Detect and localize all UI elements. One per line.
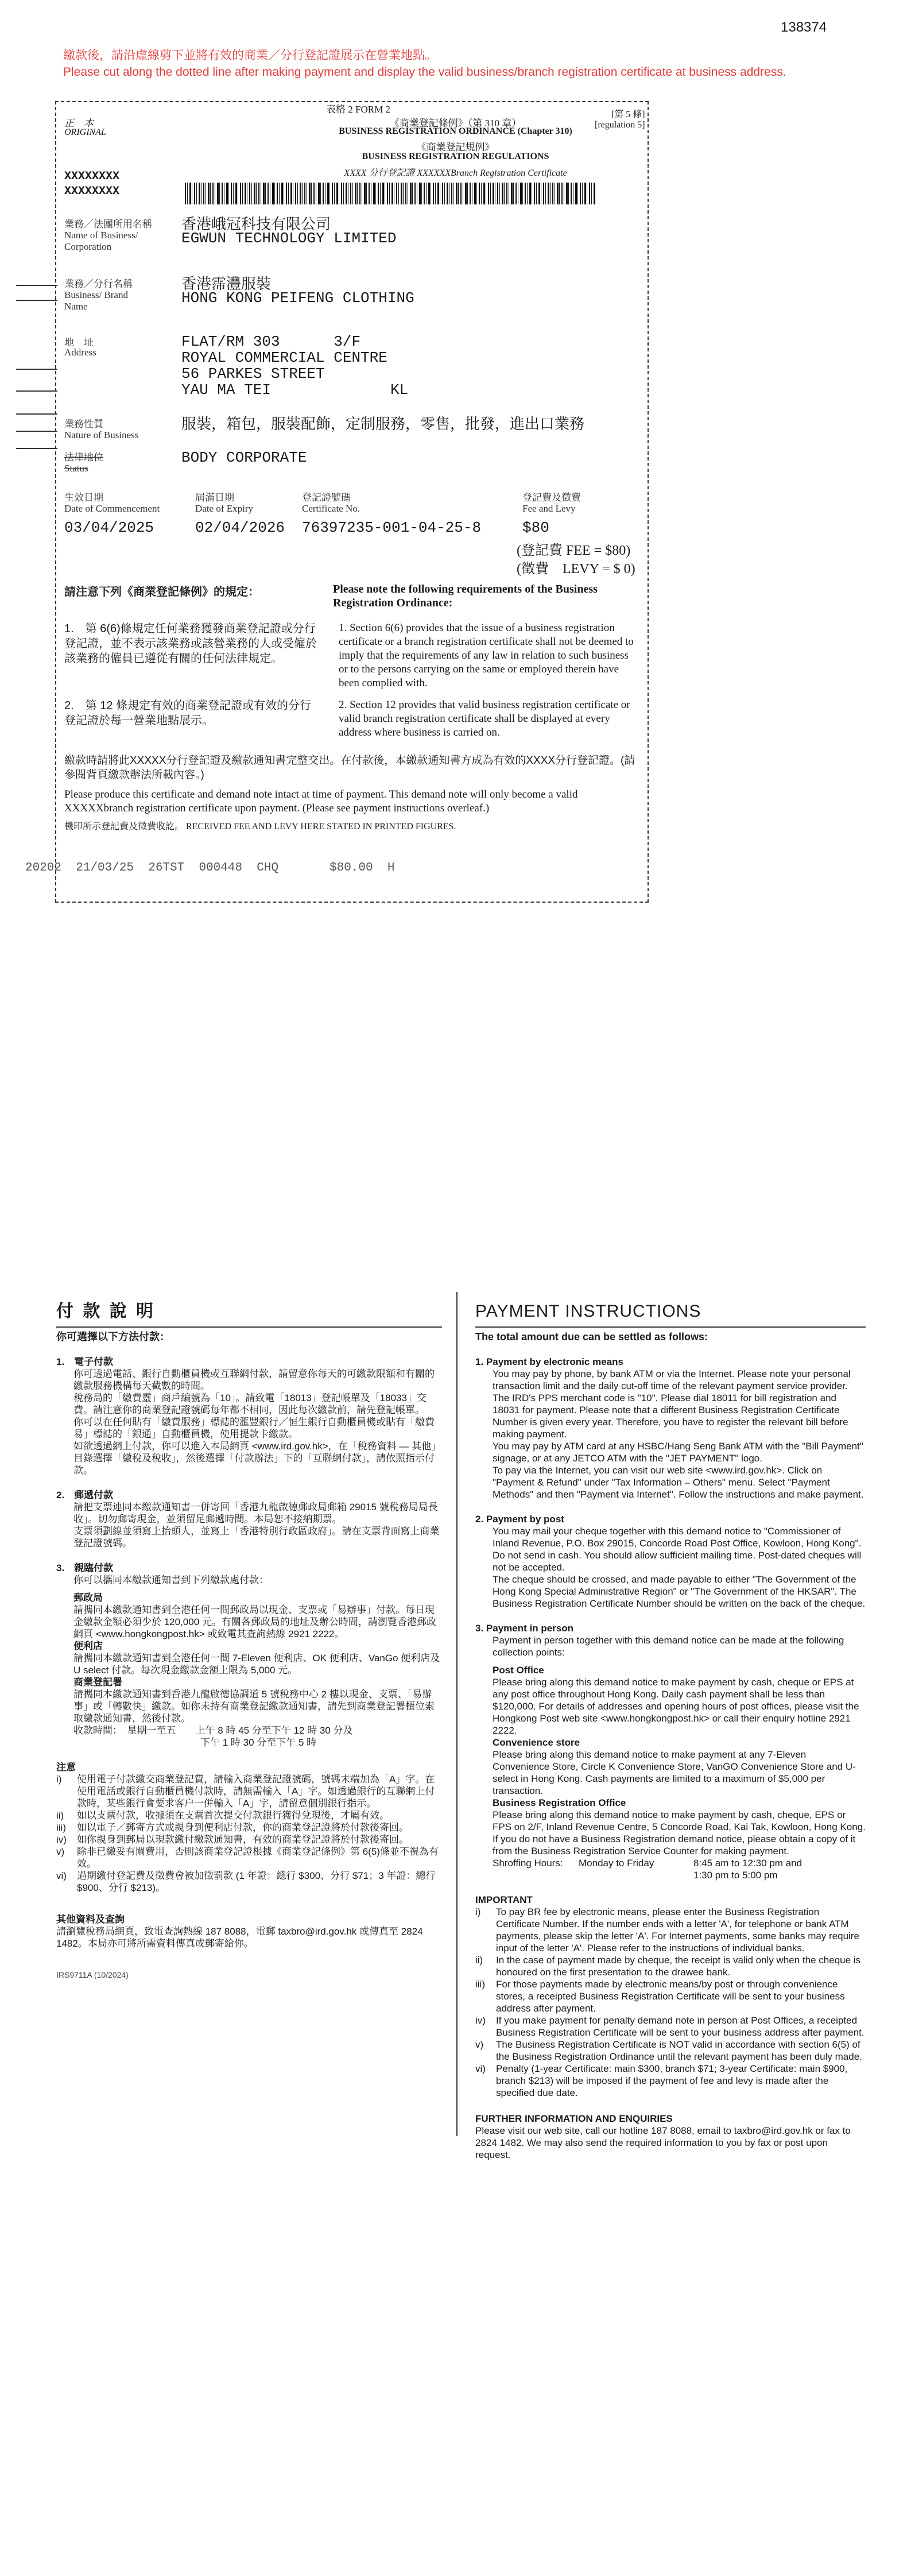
- margin-mark: [16, 413, 57, 415]
- note-5-zh: 除非已繳妥有關費用，否則該商業登記證根據《商業登記條例》第 6(5)條並不視為有效。: [77, 1846, 439, 1869]
- convenience-store-text-en: Please bring along this demand notice to make payment at any 7-Eleven Convenience Store, Circle K Convenience Store, VanGO Convenience Store and U-select in Hong Kong. Cash payments are limited to a maximum of $5,000 per transaction.: [493, 1749, 856, 1796]
- cut-notice-zh: 繳款後，請沿虛線剪下並將有效的商業／分行登記證展示在營業地點。: [63, 49, 437, 62]
- business-name-en: EGWUN TECHNOLOGY LIMITED: [181, 230, 397, 247]
- column-divider: [456, 1292, 458, 2136]
- section-1-para-b-zh: 稅務局的「繳費靈」商戶編號為「10」。請致電「18013」登記帳單及「18033」交費。請注意你的商業登記證號碼每年都不相同，因此每次繳款前，請先登記帳單。: [73, 1393, 427, 1415]
- branch-name-zh: 香港霈灃服裝: [181, 276, 272, 292]
- bro-text-zh: 請攜同本繳款通知書到香港九龍啟德協調道 5 號稅務中心 2 樓以現金、支票、「易辦事」或「轉數快」繳款。如你未持有商業登記繳款通知書，請先到商業登記署櫃位索取繳款通知書，然後付款。: [73, 1689, 435, 1724]
- payment-instructions-en: PAYMENT INSTRUCTIONS The total amount due can be settled as follows: 1. Payment by electronic means You may pay by phone, by bank ATM or via the Internet. Please note your personal transaction limit and the daily cut-off time of the relevant payment service provider. The IRD's PPS merchant code is "10". Please dial 18011 for bill registration and 18031 for payment. Please note that a different Business Registration Certificate Number is given every year. Therefore, you have to register the relevant bill before making payment. You may pay by ATM card at any HSBC/Hang Seng Bank ATM with the "Bill Payment" signage, or at any JETCO ATM with the "JET PAYMENT" logo. To pay via the Internet, you can visit our web site <www.ird.gov.hk>. Click on "Payment & Refund" under "Tax Information – Others" menu. Select "Payment Methods" and then "Payment via Internet". Follow the instructions and make payment. 2. Payment by post You may mail your cheque together with this demand notice to "Commissioner of Inland Revenue, P.O. Box 29015, Concorde Road Post Office, Kowloon, Hong Kong". Do not send in cash. You should allow sufficient mailing time. Post-dated cheques will not be accepted. The cheque should be crossed, and made payable to either "The Government of the Hong Kong Special Administrative Region" or "The Government of the HKSAR". The Business Registration Certificate Number should be written on the back of the cheque. 3. Payment in person Payment in person together with this demand notice can be made at the following collection points: Post Office Please bring along this demand notice to make payment by cash, cheque or EPS at any post office throughout Hong Kong. Daily cash payment shall be less than $120,000. For details of addresses and opening hours of post offices, please visit the Hongkong Post web site <www.hongkongpost.hk> or call their enquiry hotline 2921 2222. Convenience store Please bring along this demand notice to make payment at any 7-Eleven Convenience Store, Circle K Convenience Store, VanGO Convenience Store and U-select in Hong Kong. Cash payments are limited to a maximum of $5,000 per transaction. Business Registration Office Please bring along this demand notice to make payment by cash, cheque, EPS or FPS on 2/F, Inland Revenue Centre, 5 Concorde Road, Kai Tak, Kowloon, Hong Kong. If you do not have a Business Registration demand notice, please obtain a copy of it from the Business Registration Service Counter for making payment. Shroffing Hours: Monday to Friday 8:45 am to 12:30 pm and 1:30 pm to 5:00 pm IMPORTANT i) To pay BR fee by electronic means, please enter the Business Registration Certificate Number. If the number ends with a letter 'A', for telephone or bank ATM payments, please skip the letter 'A'. For Internet payments, some banks may require input of the letter 'A'. Please refer to the instructions of individual banks. ii) In the case of payment made by cheque, the receipt is valid only when the cheque is honoured on the first presentation to the drawee bank. iii) For those payments made by electronic means/by post or through convenience stores, a receipted Business Registration Certificate will be sent to your business address after payment. iv) If you make payment for penalty demand note in person at Post Offices, a receipted Business Registration Certificate will be sent to your business address after payment. v) The Business Registration Certificate is NOT valid in accordance with section 6(5) of the Business Registration Ordinance until the relevant payment has been duly made. vi) Penalty (1-year Certificate: main $300, branch $71; 3-year Certificate: main $900, branch $213) will be imposed if the payment of fee and levy is made after the specified due date. FURTHER INFORMATION AND ENQUIRIES Please visit our web site, call our hotline 187 8088, email to taxbro@ird.gov.hk or fax to 2824 1482. We may also send the required information to you by fax or post upon request.: [475, 1300, 866, 2161]
- important-3-en: For those payments made by electronic means/by post or through convenience stores, a receipted Business Registration Certificate will be sent to your business address after payment.: [496, 1979, 845, 2014]
- expiry-label-zh: 屆滿日期: [195, 492, 234, 503]
- ordinance-en: BUSINESS REGISTRATION ORDINANCE (Chapter 310): [339, 126, 572, 136]
- reference-code-1: XXXXXXXX: [64, 170, 120, 183]
- fee-total: $80: [522, 519, 549, 536]
- address-district: KL: [390, 381, 409, 399]
- certificate-no-label-en: Certificate No.: [302, 503, 360, 514]
- requirements-heading-zh: 請注意下列《商業登記條例》的規定：: [64, 586, 259, 598]
- section-3-title-zh: 3. 親臨付款: [56, 1562, 114, 1573]
- branch-label-en: Business/ Brand Name: [64, 289, 128, 312]
- post-office-text-en: Please bring along this demand notice to make payment by cash, cheque or EPS at any post office throughout Hong Kong. Daily cash payment shall be less than $120,000. For details of addresses and opening hours of post offices, please visit the Hongkong Post web site <www.hongkongpost.hk> or call their enquiry hotline 2921 2222.: [493, 1677, 859, 1736]
- section-2-para-b-zh: 支票須劃線並須寫上抬頭人，並寫上「香港特別行政區政府」。請在支票背面寫上商業登記證號碼。: [73, 1526, 440, 1549]
- ordinance-zh: 《商業登記條例》（第 310 章）: [389, 118, 522, 129]
- regulations-en: BUSINESS REGISTRATION REGULATIONS: [362, 152, 549, 161]
- important-2-en: In the case of payment made by cheque, the receipt is valid only when the cheque is honoured on the first presentation to the drawee bank.: [496, 1955, 861, 1978]
- notes-title-zh: 注意: [56, 1762, 76, 1773]
- bro-title-en: Business Registration Office: [493, 1797, 626, 1808]
- margin-mark: [16, 300, 57, 301]
- levy-line: (徵費 LEVY = $ 0): [517, 562, 635, 577]
- regulation-ref: [第 5 條] [regulation 5]: [595, 110, 645, 130]
- machine-print-notice: 機印所示登記費及徵費收訖。 RECEIVED FEE AND LEVY HERE STATED IN PRINTED FIGURES.: [64, 822, 456, 831]
- important-4-en: If you make payment for penalty demand note in person at Post Offices, a receipted Business Registration Certificate will be sent to your business address after payment.: [496, 2015, 865, 2038]
- payment-instructions-zh: 付 款 說 明 你可選擇以下方法付款： 1. 電子付款 你可透過電話、銀行自動櫃員機或互聯網付款，請留意你每天的可繳款限額和有關的繳款服務機構每天截數的時間。 稅務局的「繳費靈」商戶編號為「10」。請致電「18013」登記帳單及「18033」交費。請注意你的商業登記證號碼每年都不相同，因此每次繳款前，請先登記帳單。 你可以在任何貼有「繳費服務」標誌的滙豐銀行／恒生銀行自動櫃員機或貼有「繳費易」標誌的「銀通」自動櫃員機，使用提款卡繳款。 如欲透過網上付款，你可以進入本局網頁 <www.ird.gov.hk>，在「稅務資料 — 其他」目錄選擇「繳稅及稅收」，然後選擇「付款辦法」下的「互聯網付款」，請依照指示付款。 2. 郵遞付款 請把支票連同本繳款通知書一併寄回「香港九龍啟德郵政局郵箱 29015 號稅務局局長收」。切勿郵寄現金，並須留足郵遞時間。本局恕不接納期票。 支票須劃線並須寫上抬頭人，並寫上「香港特別行政區政府」。請在支票背面寫上商業登記證號碼。 3. 親臨付款 你可以攜同本繳款通知書到下列繳款處付款： 郵政局 請攜同本繳款通知書到全港任何一間郵政局以現金、支票或「易辦事」付款。每日現金繳款金額必須少於 120,000 元。有關各郵政局的地址及辦公時間，請瀏覽香港郵政網頁 <www.hongkongpost.hk> 或致電其查詢熱線 2921 2222。 便利店 請攜同本繳款通知書到全港任何一間 7-Eleven 便利店、OK 便利店、VanGo 便利店及 U select 付款。每次現金繳款金額上限為 5,000 元。 商業登記署 請攜同本繳款通知書到香港九龍啟德協調道 5 號稅務中心 2 樓以現金、支票、「易辦事」或「轉數快」繳款。如你未持有商業登記繳款通知書，請先到商業登記署櫃位索取繳款通知書，然後付款。 收款時間： 星期一至五 上午 8 時 45 分至下午 12 時 30 分及 下午 1 時 30 分至下午 5 時 注意 i) 使用電子付款繳交商業登記費，請輸入商業登記證號碼，號碼末端加為「A」字。在使用電話或銀行自動櫃員機付款時，請無需輸入「A」字。如透過銀行的互聯網上付款時，某些銀行會要求客户一併輸入「A」字，請留意個別銀行指示。 ii) 如以支票付款，收據須在支票首次提交付款銀行獲得兌現後，才屬有效。 iii) 如以電子／郵寄方式或親身到便利店付款，你的商業登記證將於付款後寄回。 iv) 如你親身到郵局以現款繳付繳款通知書，有效的商業登記證將於付款後寄回。 v) 除非已繳妥有關費用，否則該商業登記證根據《商業登記條例》第 6(5)條並不視為有效。 vi) 過期繳付登記費及徵費會被加徵罰款 (1 年證：總行 $300、分行 $71；3 年證：總行 $900、分行 $213)。 其他資料及查詢 請瀏覽稅務局網頁，致電查詢熱線 187 8088，電郵 taxbro@ird.gov.hk 或傳真至 2824 1482。本局亦可將所需資料傳真或郵寄給你。 IRS9711A (10/2024): [56, 1300, 442, 1981]
- shroffing-hours-1: 8:45 am to 12:30 pm and: [693, 1858, 803, 1869]
- produce-notice-zh: 繳款時請將此XXXXX分行登記證及繳款通知書完整交出。在付款後，本繳款通知書方成為有效的XXXX分行登記證。(請參閱背頁繳款辦法所載內容。): [64, 755, 635, 781]
- payment-stamp-amount: $80.00 H: [329, 861, 395, 875]
- further-text-en: Please visit our web site, call our hotline 187 8088, email to taxbro@ird.gov.hk or fax to 2824 1482. We may also send the required information to you by fax or post upon request.: [475, 2125, 851, 2160]
- post-office-text-zh: 請攜同本繳款通知書到全港任何一間郵政局以現金、支票或「易辦事」付款。每日現金繳款金額必須少於 120,000 元。有關各郵政局的地址及辦公時間，請瀏覽香港郵政網頁 <www.hongkongpost.hk> 或致電其查詢熱線 2921 2222。: [73, 1604, 436, 1639]
- payment-title-en: PAYMENT INSTRUCTIONS: [475, 1302, 701, 1321]
- original-en: ORIGINAL: [64, 127, 106, 137]
- margin-mark: [16, 431, 57, 432]
- convenience-store-text-zh: 請攜同本繳款通知書到全港任何一間 7-Eleven 便利店、OK 便利店、VanGo 便利店及 U select 付款。每次現金繳款金額上限為 5,000 元。: [73, 1653, 440, 1676]
- nature-label-en: Nature of Business: [64, 430, 139, 440]
- certificate-no-label-zh: 登記證號碼: [302, 492, 351, 503]
- section-2-para-b-en: The cheque should be crossed, and made payable to either "The Government of the Hong Kong Special Administrative Region" or "The Government of the HKSAR". The Business Registration Certificate Number should be written on the back of the cheque.: [493, 1574, 866, 1609]
- convenience-store-title-en: Convenience store: [493, 1737, 580, 1748]
- section-1-para-a-zh: 你可透過電話、銀行自動櫃員機或互聯網付款，請留意你每天的可繳款限額和有關的繳款服務機構每天截數的時間。: [73, 1368, 435, 1391]
- fee-line: (登記費 FEE = $80): [517, 543, 631, 558]
- bro-title-zh: 商業登記署: [73, 1677, 122, 1688]
- important-1-en: To pay BR fee by electronic means, please enter the Business Registration Certificate Number. If the number ends with a letter 'A', for telephone or bank ATM payments, please skip the letter 'A'. For Internet payments, some banks may require input of the letter 'A'. Please refer to the instructions of individual banks.: [496, 1906, 859, 1954]
- name-label-en: Name of Business/ Corporation: [64, 230, 138, 252]
- expiry-date: 02/04/2026: [195, 519, 285, 536]
- margin-mark: [16, 369, 57, 370]
- margin-mark: [16, 448, 57, 449]
- section-1-para-c-zh: 你可以在任何貼有「繳費服務」標誌的滙豐銀行／恒生銀行自動櫃員機或貼有「繳費易」標誌的「銀通」自動櫃員機，使用提款卡繳款。: [73, 1417, 435, 1440]
- barcode: [185, 183, 596, 204]
- commence-label-zh: 生效日期: [64, 492, 103, 503]
- payment-title-zh: 付 款 說 明: [56, 1302, 156, 1321]
- shroffing-hours-zh: 收款時間： 星期一至五 上午 8 時 45 分至下午 12 時 30 分及 下午 1 時 30 分至下午 5 時: [73, 1725, 353, 1748]
- section-3-title-en: 3. Payment in person: [475, 1623, 573, 1634]
- address-label-zh: 地 址: [64, 337, 94, 348]
- section-1-title-en: 1. Payment by electronic means: [475, 1356, 623, 1367]
- section-1-para-d-zh: 如欲透過網上付款，你可以進入本局網頁 <www.ird.gov.hk>，在「稅務資料 — 其他」目錄選擇「繳稅及稅收」，然後選擇「付款辦法」下的「互聯網付款」，請依照指示付款。: [73, 1441, 441, 1476]
- section-2-title-zh: 2. 郵遞付款: [56, 1490, 114, 1500]
- margin-mark: [16, 390, 57, 392]
- address-line-1: FLAT/RM 303 3/F: [181, 333, 361, 350]
- section-2-title-en: 2. Payment by post: [475, 1514, 564, 1525]
- requirement-zh-1: 1. 第 6(6)條規定任何業務獲發商業登記證或分行登記證，並不表示該業務或該營業務的人或受僱於該業務的僱員已遵從有關的任何法律規定。: [64, 622, 317, 665]
- commence-label-en: Date of Commencement: [64, 503, 160, 514]
- payment-subtitle-en: The total amount due can be settled as follows:: [475, 1331, 708, 1343]
- important-title-en: IMPORTANT: [475, 1894, 533, 1905]
- section-1-para-c-en: You may pay by ATM card at any HSBC/Hang Seng Bank ATM with the "Bill Payment" signage, or at any JETCO ATM with the "JET PAYMENT" logo.: [493, 1441, 863, 1464]
- bro-text-en: Please bring along this demand notice to make payment by cash, cheque, EPS or FPS on 2/F, Inland Revenue Centre, 5 Concorde Road, Kai Tak, Kowloon, Hong Kong. If you do not have a Business Registration demand notice, please obtain a copy of it from the Business Registration Service Counter for making payment.: [493, 1809, 866, 1856]
- section-2-para-a-zh: 請把支票連同本繳款通知書一併寄回「香港九龍啟德郵政局郵箱 29015 號稅務局局長收」。切勿郵寄現金，並須留足郵遞時間。本局恕不接納期票。: [73, 1502, 438, 1525]
- payment-stamp-code: 20202 21/03/25 26TST 000448 CHQ: [25, 861, 279, 875]
- expiry-label-en: Date of Expiry: [195, 503, 254, 514]
- requirements-heading-en: Please note the following requirements of the Business Registration Ordinance:: [333, 583, 598, 609]
- branch-name-en: HONG KONG PEIFENG CLOTHING: [181, 289, 414, 307]
- convenience-store-title-zh: 便利店: [73, 1641, 103, 1651]
- requirement-en-1: 1. Section 6(6) provides that the issue of a business registration certificate or a branch registration certificate shall not be deemed to imply that the requirements of any law in relation to such business or to the persons carrying on the same or employed therein have been complied with.: [339, 622, 634, 689]
- payment-subtitle-zh: 你可選擇以下方法付款：: [56, 1331, 170, 1343]
- section-3-para-a-en: Payment in person together with this demand notice can be made at the following collection points:: [493, 1635, 844, 1658]
- requirement-en-2: 2. Section 12 provides that valid business registration certificate or valid branch registration certificate shall be displayed at every address where business is carried on.: [339, 699, 630, 738]
- note-3-zh: 如以電子／郵寄方式或親身到便利店付款，你的商業登記證將於付款後寄回。: [77, 1822, 409, 1833]
- note-6-zh: 過期繳付登記費及徵費會被加徵罰款 (1 年證：總行 $300、分行 $71；3 年證：總行 $900、分行 $213)。: [77, 1870, 436, 1893]
- commence-date: 03/04/2025: [64, 519, 154, 536]
- address-line-2: ROYAL COMMERCIAL CENTRE: [181, 349, 387, 366]
- form-number: 表格 2 FORM 2: [326, 104, 390, 115]
- note-2-zh: 如以支票付款，收據須在支票首次提交付款銀行獲得兌現後，才屬有效。: [77, 1810, 389, 1821]
- further-text-zh: 請瀏覽稅務局網頁，致電查詢熱線 187 8088，電郵 taxbro@ird.gov.hk 或傳真至 2824 1482。本局亦可將所需資料傳真或郵寄給你。: [56, 1926, 423, 1949]
- shroffing-hours-2: 1:30 pm to 5:00 pm: [693, 1870, 778, 1881]
- address-line-4: YAU MA TEI: [181, 381, 272, 399]
- further-title-zh: 其他資料及查詢: [56, 1914, 125, 1925]
- section-1-para-d-en: To pay via the Internet, you can visit our web site <www.ird.gov.hk>. Click on "Payment & Refund" under "Tax Information – Others" menu. Select "Payment Methods" and then "Payment via Internet". Follow the instructions and make payment.: [493, 1465, 864, 1500]
- shroffing-hours-label: Shroffing Hours:: [493, 1858, 563, 1869]
- note-1-zh: 使用電子付款繳交商業登記費，請輸入商業登記證號碼，號碼末端加為「A」字。在使用電話或銀行自動櫃員機付款時，請無需輸入「A」字。如透過銀行的互聯網上付款時，某些銀行會要求客户一併輸入「A」字，請留意個別銀行指示。: [77, 1774, 435, 1809]
- post-office-title-zh: 郵政局: [73, 1592, 103, 1603]
- further-title-en: FURTHER INFORMATION AND ENQUIRIES: [475, 2113, 673, 2124]
- branch-label-zh: 業務／分行名稱: [64, 279, 133, 289]
- document-number: 138374: [781, 20, 827, 35]
- shroffing-hours-days: Monday to Friday: [579, 1858, 654, 1869]
- certificate-title: XXXX 分行登記證 XXXXXXBranch Registration Certificate: [344, 168, 567, 178]
- address-line-3: 56 PARKES STREET: [181, 365, 325, 382]
- fee-label-zh: 登記費及徵費: [522, 492, 581, 503]
- important-5-en: The Business Registration Certificate is NOT valid in accordance with section 6(5) of the Business Registration Ordinance until the relevant payment has been duly made.: [496, 2039, 862, 2062]
- requirement-zh-2: 2. 第 12 條規定有效的商業登記證或有效的分行登記證於每一營業地點展示。: [64, 699, 312, 727]
- original-zh: 正 本: [64, 118, 94, 129]
- section-1-para-a-en: You may pay by phone, by bank ATM or via the Internet. Please note your personal transaction limit and the daily cut-off time of the relevant payment service provider.: [493, 1368, 851, 1391]
- section-2-para-a-en: You may mail your cheque together with this demand notice to "Commissioner of Inland Revenue, P.O. Box 29015, Concorde Road Post Office, Kowloon, Hong Kong". Do not send in cash. You should allow sufficient mailing time. Post-dated cheques will not be accepted.: [493, 1526, 862, 1573]
- important-6-en: Penalty (1-year Certificate: main $300, branch $71; 3-year Certificate: main $900, branch $213) will be imposed if the payment of fee and levy is made after the specified due date.: [496, 2063, 848, 2098]
- post-office-title-en: Post Office: [493, 1665, 544, 1676]
- note-4-zh: 如你親身到郵局以現款繳付繳款通知書，有效的商業登記證將於付款後寄回。: [77, 1834, 409, 1845]
- regulations-zh: 《商業登記規例》: [416, 142, 495, 153]
- margin-mark: [16, 285, 57, 286]
- legal-status: BODY CORPORATE: [181, 449, 307, 466]
- status-label-zh: 法律地位: [64, 452, 103, 463]
- address-label-en: Address: [64, 347, 96, 358]
- form-code: IRS9711A (10/2024): [56, 1970, 129, 1979]
- cut-notice-en: Please cut along the dotted line after making payment and display the valid business/branch registration certificate at business address.: [63, 65, 786, 79]
- section-1-para-b-en: The IRD's PPS merchant code is "10". Please dial 18011 for bill registration and 18031 for payment. Please note that a different Business Registration Certificate Number is given every year. Therefore, you have to register the relevant bill before making payment.: [493, 1393, 848, 1440]
- fee-label-en: Fee and Levy: [522, 503, 576, 514]
- business-name-zh: 香港峨冠科技有限公司: [181, 216, 331, 233]
- section-3-para-a-zh: 你可以攜同本繳款通知書到下列繳款處付款：: [73, 1575, 269, 1585]
- section-1-title-zh: 1. 電子付款: [56, 1356, 114, 1367]
- status-label-en: Status: [64, 463, 88, 474]
- name-label-zh: 業務／法團所用名稱: [64, 219, 152, 230]
- nature-label-zh: 業務性質: [64, 419, 103, 430]
- certificate-number: 76397235-001-04-25-8: [302, 519, 482, 536]
- nature-of-business: 服裝，箱包，服裝配飾，定制服務，零售，批發，進出口業務: [181, 416, 585, 432]
- produce-notice-en: Please produce this certificate and demand note intact at time of payment. This demand note will only become a valid XXXXXbranch registration certificate upon payment. (Please see payment instructions overleaf.): [64, 788, 578, 814]
- reference-code-2: XXXXXXXX: [64, 185, 120, 198]
